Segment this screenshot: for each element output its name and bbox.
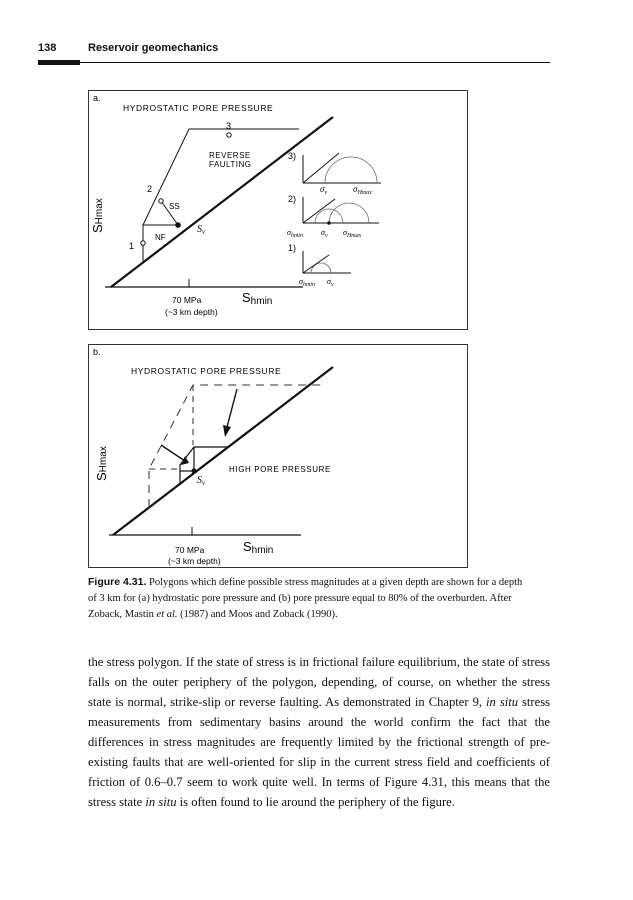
figure-a-point-3 bbox=[227, 133, 231, 137]
figure-a-sv-label: $S_v$ bbox=[197, 224, 206, 236]
inset-1-sigma-hmin: $\sigma_{hmin}$ bbox=[299, 277, 315, 288]
body-text-1: the stress polygon. If the state of stress is in frictional failure equilibrium, the state of stress falls on the outer periphery of the polygon, depending, of course, on whether the stress state is normal, strike-slip or reverse faulting. As demonstrated in Chapter 9, bbox=[88, 655, 550, 709]
figure-a-region-nf: NF bbox=[155, 233, 166, 242]
caption-text-2: (1987) and Moos and Zoback (1990). bbox=[177, 609, 338, 620]
body-in-situ-2: in situ bbox=[145, 795, 177, 809]
figure-a-point-3-label: 3 bbox=[226, 121, 232, 131]
figure-b-arrow-2-head bbox=[181, 456, 189, 465]
inset-2-sigma-hmax: $\sigma_{Hmax}$ bbox=[343, 228, 362, 239]
inset-1-label: 1) bbox=[288, 243, 297, 253]
inset-1-mohr-circle bbox=[311, 263, 331, 273]
page-number: 138 bbox=[38, 42, 57, 54]
figure-a-x-axis-label: Shmin bbox=[242, 290, 273, 307]
figure-b-y-axis-label: SHmax bbox=[94, 446, 109, 481]
inset-2-mohr-circle-large bbox=[329, 203, 369, 223]
figure-a-panel-label: a. bbox=[93, 93, 101, 103]
figure-b-arrow-2 bbox=[161, 445, 185, 461]
figure-b-arrow-1-head bbox=[223, 425, 231, 437]
caption-label: Figure 4.31. bbox=[88, 576, 147, 588]
figure-b-tick-label: 70 MPa bbox=[175, 545, 205, 555]
inset-2-sigma-hmin: $\sigma_{hmin}$ bbox=[287, 228, 303, 239]
inset-1-sigma-v: $\sigma_v$ bbox=[327, 277, 334, 288]
inset-3-failure-line bbox=[303, 153, 339, 183]
figure-a-sv-point bbox=[175, 222, 181, 228]
figure-a-point-2 bbox=[159, 199, 163, 203]
figure-caption bbox=[88, 574, 528, 623]
body-text-3: is often found to lie around the periphery of the figure. bbox=[176, 795, 455, 809]
header-rule bbox=[38, 62, 550, 63]
figure-b-panel bbox=[88, 344, 468, 568]
figure-b-panel-label: b. bbox=[93, 347, 101, 357]
figure-b-high-pp-label: HIGH PORE PRESSURE bbox=[229, 465, 331, 474]
inset-2-failure-line bbox=[303, 199, 335, 223]
running-title: Reservoir geomechanics bbox=[88, 42, 219, 54]
figure-a-point-1 bbox=[141, 241, 145, 245]
figure-b-diagram bbox=[89, 345, 467, 567]
figure-b-sv-label: $S_v$ bbox=[197, 475, 206, 487]
inset-2-label: 2) bbox=[288, 194, 297, 204]
figure-a-region-reverse-2: FAULTING bbox=[209, 160, 252, 169]
figure-a-top-label: HYDROSTATIC PORE PRESSURE bbox=[123, 103, 274, 113]
figure-a-tick-label: 70 MPa bbox=[172, 295, 202, 305]
inset-2-point bbox=[327, 221, 331, 225]
figure-b-tick-sub: (~3 km depth) bbox=[168, 556, 221, 566]
body-in-situ-1: in situ bbox=[486, 695, 519, 709]
figure-a-polygon bbox=[143, 129, 299, 261]
figure-a-sv-line bbox=[111, 117, 333, 287]
body-paragraph bbox=[88, 652, 550, 812]
figure-a-region-ss: SS bbox=[169, 202, 180, 211]
caption-et-al: et al. bbox=[156, 609, 178, 620]
figure-a-diagram bbox=[89, 91, 467, 329]
figure-a-panel bbox=[88, 90, 468, 330]
figure-b-arrow-1 bbox=[227, 389, 237, 427]
figure-b-x-axis-label: Shmin bbox=[243, 539, 274, 556]
figure-a-point-1-label: 1 bbox=[129, 241, 135, 251]
figure-b-top-label: HYDROSTATIC PORE PRESSURE bbox=[131, 366, 282, 376]
figure-a-region-reverse: REVERSE bbox=[209, 151, 251, 160]
inset-3-label: 3) bbox=[288, 151, 297, 161]
body-text-2: stress measurements from sedimentary basins around the world confirm the fact that the differences in stress magnitudes are frequently limited by the frictional strength of pre-existing faults that are well-oriented for slip in the current stress field and coefficients of friction of 0.6–0.7 seem to work quite well. In terms of Figure 4.31, this means that the stress state bbox=[88, 695, 551, 809]
inset-2-sigma-v: $\sigma_v$ bbox=[321, 228, 328, 239]
figure-a-y-axis-label: SHmax bbox=[90, 198, 105, 233]
inset-3-sigma-v: $\sigma_v$ bbox=[320, 184, 328, 196]
inset-3-sigma-hmax: $\sigma_{Hmax}$ bbox=[353, 184, 372, 196]
inset-3-mohr-circle bbox=[325, 157, 377, 183]
header-rule-accent bbox=[38, 60, 80, 65]
figure-b-sv-point bbox=[191, 468, 196, 473]
figure-a-tick-sub: (~3 km depth) bbox=[165, 307, 218, 317]
figure-a-point-2-label: 2 bbox=[147, 184, 153, 194]
caption-text: Polygons which define possible stress magnitudes at a given depth are shown for a depth of 3 km for (a) hydrostatic pore pressure and (b) pore pressure equal to 80% of the overburden. After Zoback, Mastin bbox=[88, 577, 523, 620]
figure-b-sv-line bbox=[113, 367, 333, 535]
